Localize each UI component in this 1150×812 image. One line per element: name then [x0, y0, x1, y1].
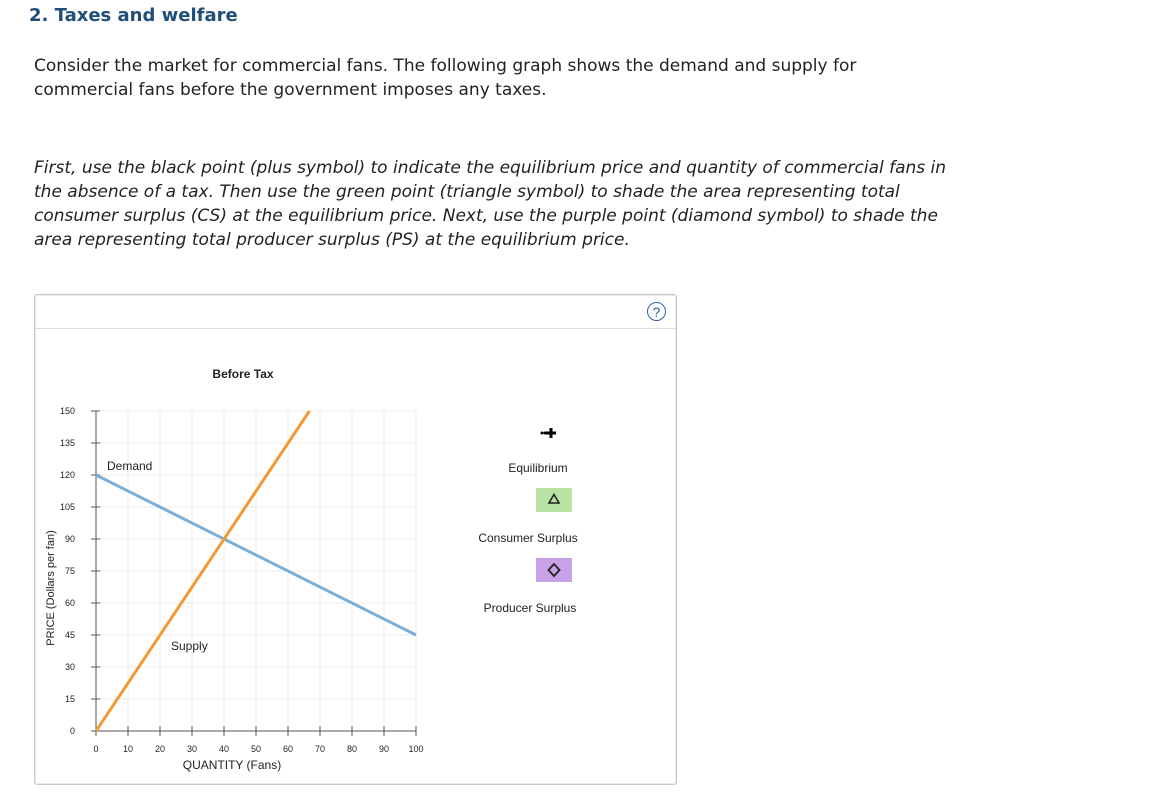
instructions-paragraph: First, use the black point (plus symbol) to indicate the equilibrium price and quantity of commercial fans in the absence of a tax. Then use the green point (triangle symbol) to shade the area representing total consumer surplus (CS) at the equilibrium price. Next, use the purple point (diamond symbol) to shade the area representing total producer surplus (PS) at the equilibrium price. [34, 158, 947, 250]
x-tick-label: 40 [218, 744, 230, 754]
tool-consumer-surplus-label: Consumer Surplus [478, 531, 578, 545]
y-tick-label: 90 [64, 534, 75, 544]
chart-labels [45, 367, 281, 772]
x-tick-label: 90 [378, 744, 390, 754]
x-tick-label: 30 [186, 744, 198, 754]
page-title: 2. Taxes and welfare [29, 5, 238, 26]
y-tick-label: 45 [64, 630, 75, 640]
x-tick-label: 100 [408, 744, 424, 754]
tool-producer-surplus[interactable] [536, 558, 572, 582]
chart-title: Before Tax [212, 367, 274, 381]
tool-equilibrium[interactable] [533, 421, 565, 445]
y-tick-label: 135 [59, 438, 75, 448]
x-tick-label: 80 [346, 744, 358, 754]
x-tick-label: 70 [314, 744, 326, 754]
y-tick-label: 75 [64, 566, 75, 576]
tool-equilibrium-label: Equilibrium [508, 461, 568, 475]
y-tick-label: 30 [64, 662, 75, 672]
y-tick-label: 60 [64, 598, 75, 608]
y-tick-label: 120 [59, 470, 75, 480]
y-tick-label: 0 [69, 726, 75, 736]
intro-paragraph: Consider the market for commercial fans. The following graph shows the demand and supply for commercial fans before the government imposes any taxes. [34, 56, 857, 100]
y-tick-label: 15 [64, 694, 75, 704]
y-axis-label: PRICE (Dollars per fan) [45, 530, 57, 646]
chart[interactable] [35, 295, 676, 784]
y-tick-label: 150 [59, 406, 75, 416]
help-icon[interactable]: ? [647, 302, 666, 321]
equilibrium-dot-icon [541, 432, 544, 435]
graph-panel [34, 294, 677, 785]
tool-producer-surplus-label: Producer Surplus [483, 601, 577, 615]
demand-curve-label: Demand [107, 459, 153, 473]
x-tick-label: 50 [250, 744, 262, 754]
x-axis-label: QUANTITY (Fans) [182, 758, 282, 772]
x-tick-label: 20 [154, 744, 166, 754]
cs-swatch [536, 488, 572, 512]
supply-curve-label: Supply [171, 639, 208, 653]
x-tick-label: 10 [122, 744, 134, 754]
x-tick-label: 60 [282, 744, 294, 754]
x-tick-label: 0 [93, 744, 99, 754]
tool-consumer-surplus[interactable] [536, 488, 572, 512]
y-tick-label: 105 [59, 502, 75, 512]
ps-swatch [536, 558, 572, 582]
